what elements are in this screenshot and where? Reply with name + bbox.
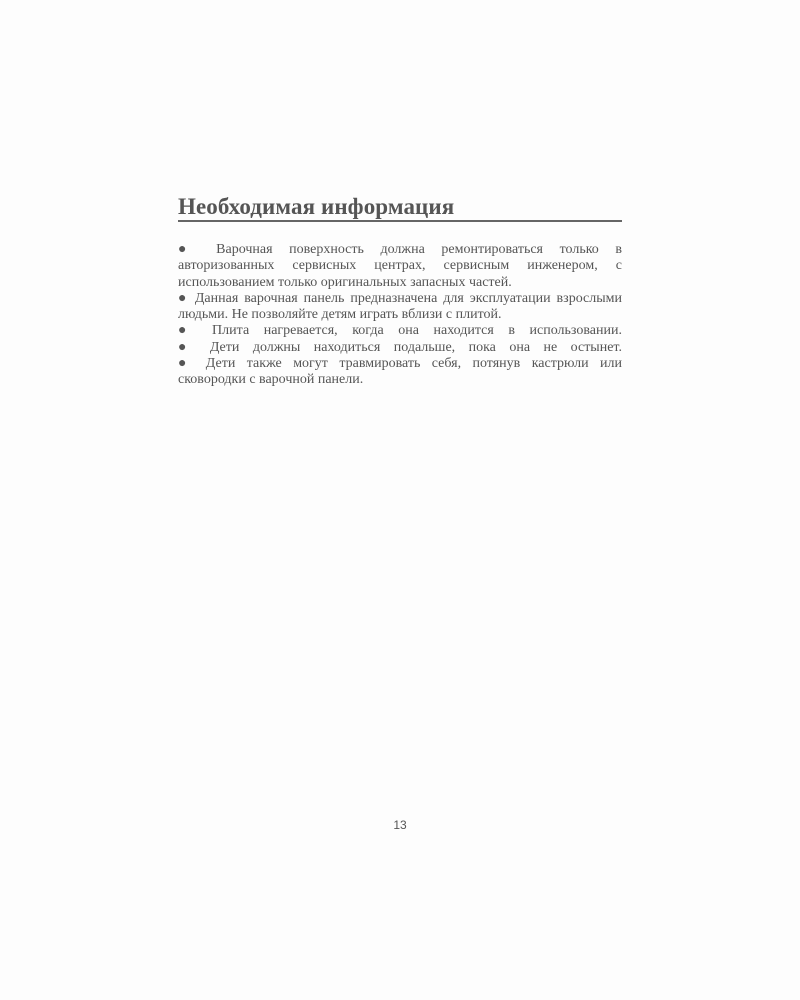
info-paragraph-heating: ● Плита нагревается, когда она находится в использовании. bbox=[178, 323, 622, 339]
page-title: Необходимая информация bbox=[178, 194, 455, 219]
info-paragraph-children-distance: ● Дети должны находиться подальше, пока она не остынет. bbox=[178, 339, 622, 355]
heading-underline bbox=[178, 220, 622, 222]
page-number: 13 bbox=[393, 818, 407, 832]
info-paragraph-adults: ● Данная варочная панель предназначена для эксплуатации взрослыми людьми. Не позволяйте детям играть вблизи с плитой. bbox=[178, 290, 622, 323]
info-paragraph-repair: ● Варочная поверхность должна ремонтироваться только в авторизованных сервисных центрах, сервисным инженером, с использованием только оригинальных запасных частей. bbox=[178, 242, 622, 290]
safety-info-list bbox=[178, 242, 622, 389]
info-paragraph-children-pans: ● Дети также могут травмировать себя, потянув кастрюли или сковородки с варочной панели. bbox=[178, 356, 622, 388]
